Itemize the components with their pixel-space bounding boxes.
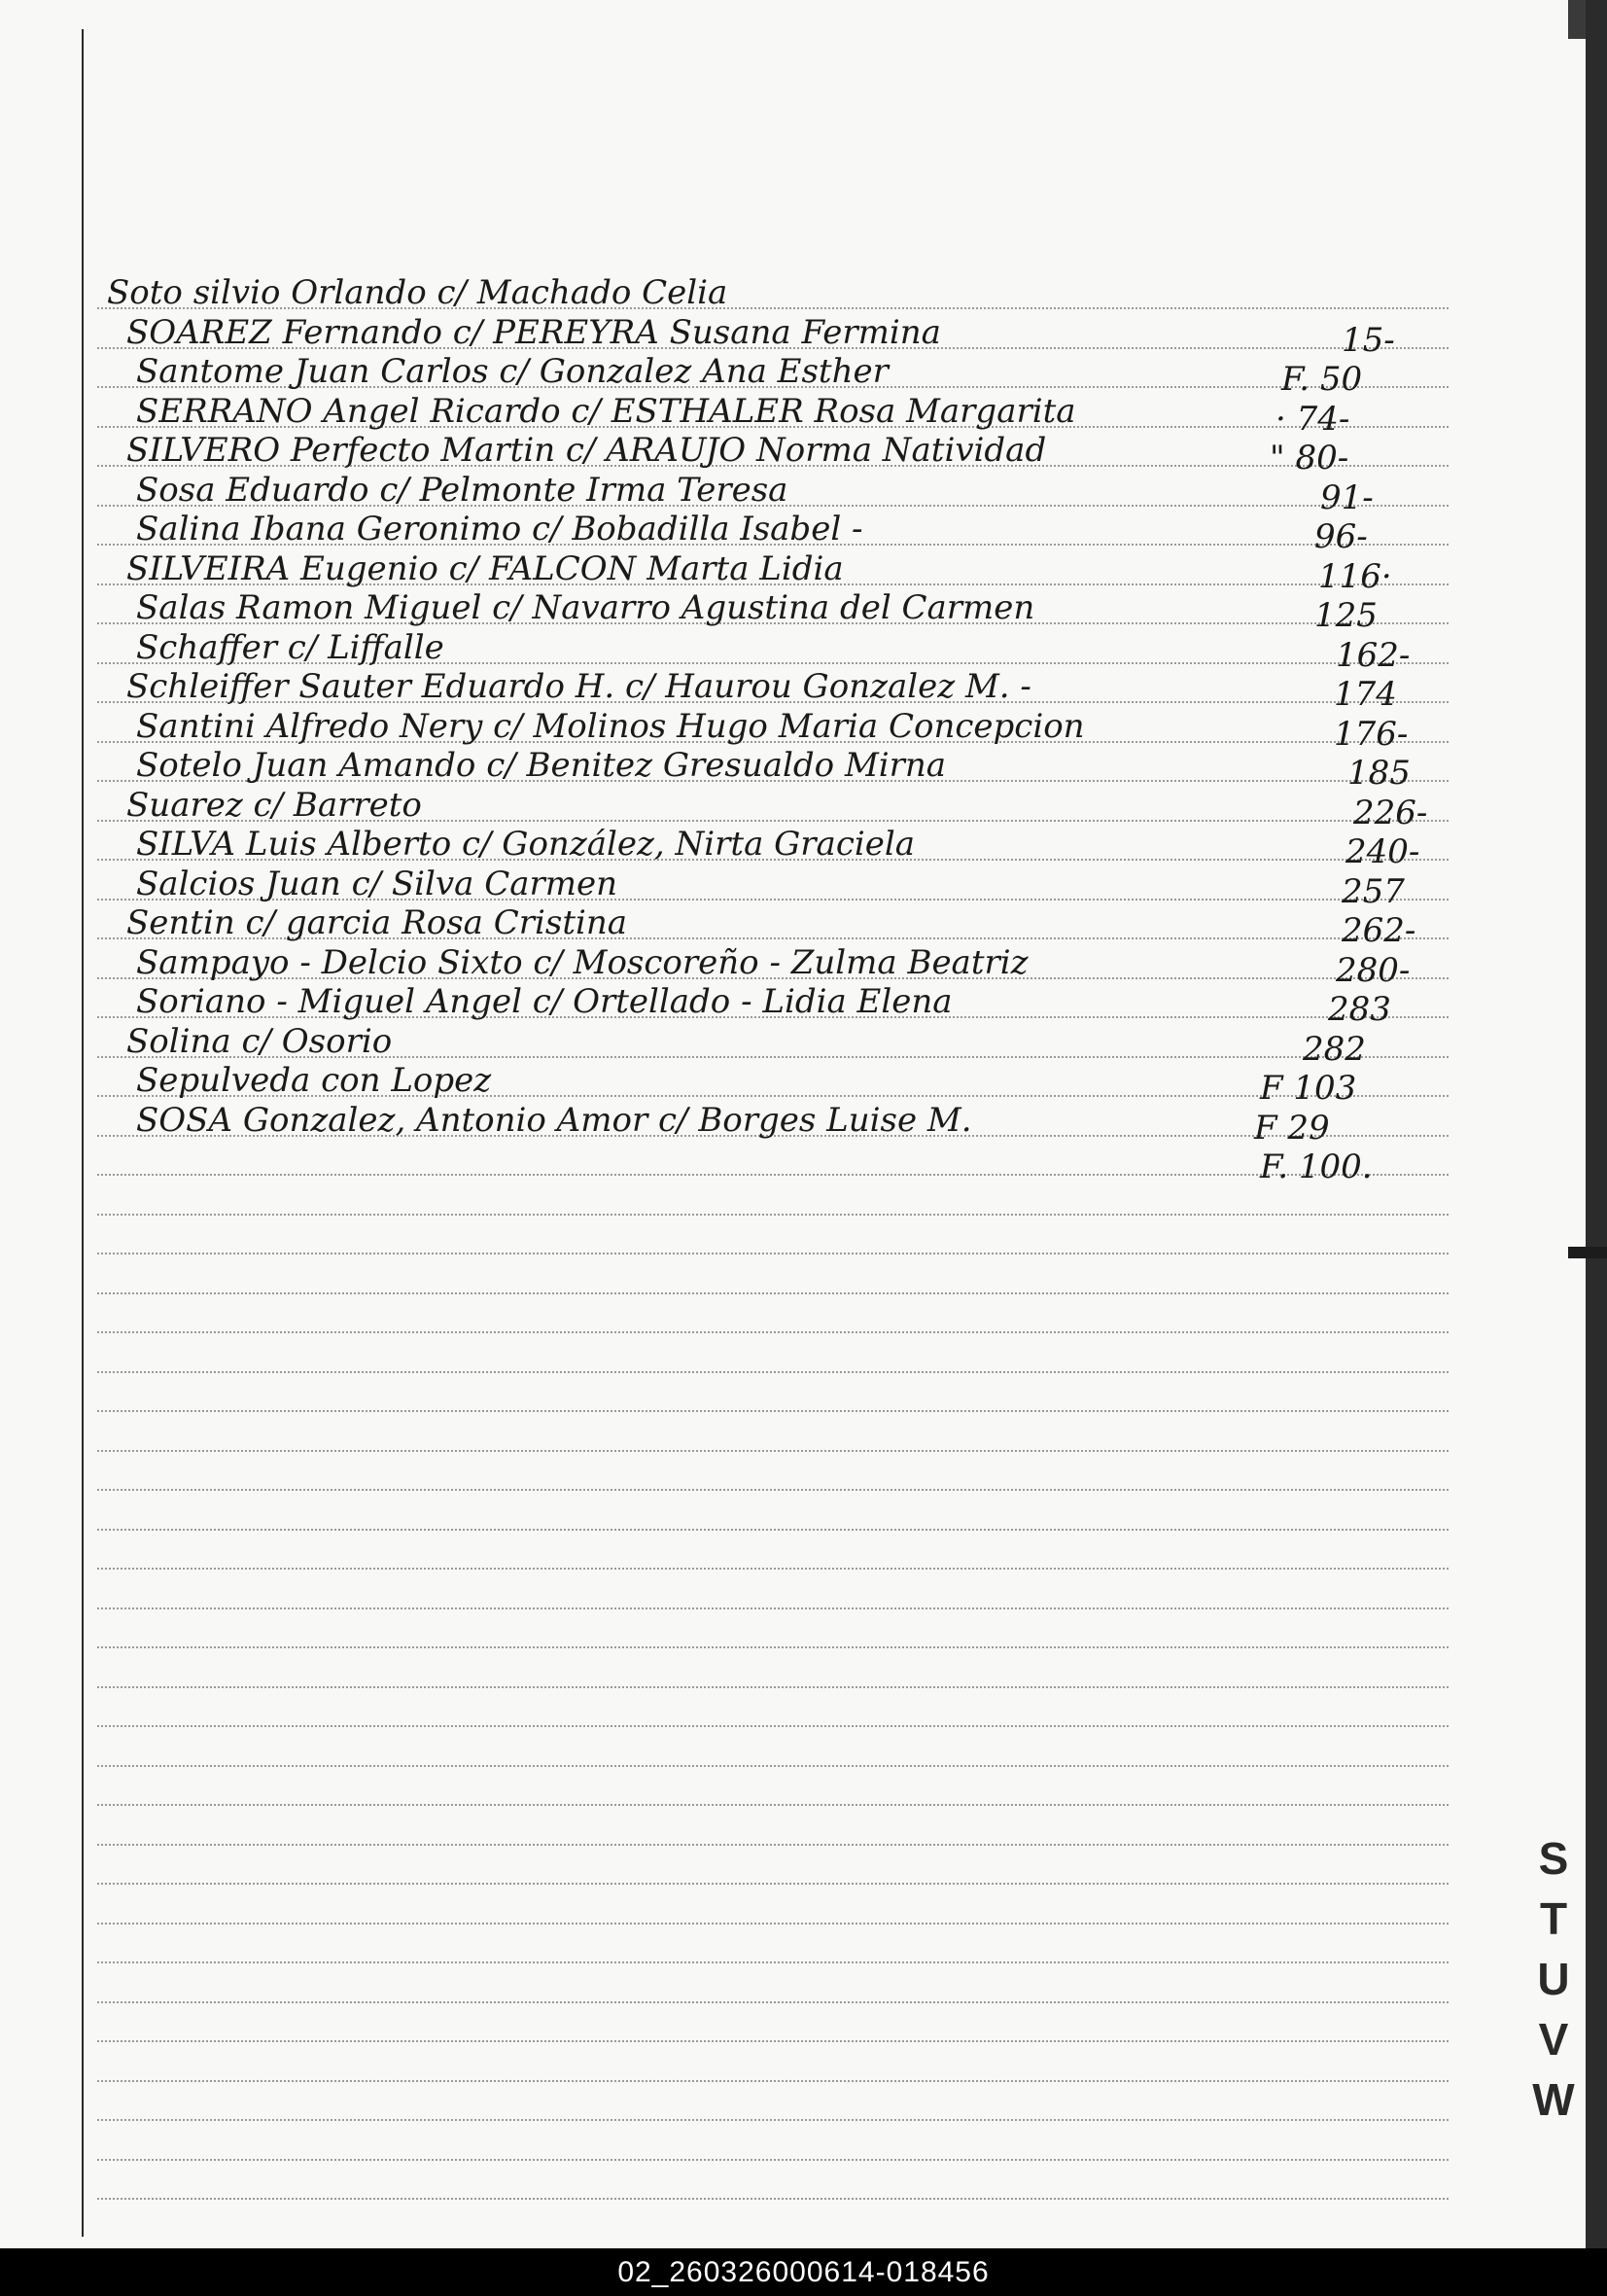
entry-folio: F 103 xyxy=(1260,1069,1357,1108)
entry-folio: 240- xyxy=(1345,832,1420,871)
entry-folio: 116· xyxy=(1318,557,1392,596)
entry-folio: 283 xyxy=(1328,990,1391,1029)
entry-name: SILVERO Perfecto Martin c/ ARAUJO Norma Natividad xyxy=(126,431,1047,470)
ruled-line xyxy=(97,2198,1449,2200)
ruled-line xyxy=(97,1686,1449,1688)
entry-name: SOSA Gonzalez, Antonio Amor c/ Borges Luise M. xyxy=(136,1101,972,1140)
entry-folio: 226- xyxy=(1353,794,1428,832)
ruled-line xyxy=(97,1371,1449,1373)
ruled-line xyxy=(97,1844,1449,1846)
entry-folio: 185 xyxy=(1347,754,1411,793)
entry-folio: F. 100. xyxy=(1260,1148,1373,1186)
index-tab-u[interactable]: U xyxy=(1537,1954,1570,2004)
entry-folio: 282 xyxy=(1303,1030,1366,1069)
ruled-line xyxy=(97,1804,1449,1806)
ruled-line xyxy=(97,1961,1449,1963)
ruled-line xyxy=(97,2119,1449,2121)
index-tab-v[interactable]: V xyxy=(1538,2014,1569,2065)
entry-folio: 96- xyxy=(1314,517,1368,556)
entry-folio: F. 50 xyxy=(1281,360,1363,399)
entry-folio: 280- xyxy=(1336,951,1411,990)
entry-name: Sampayo - Delcio Sixto c/ Moscoreño - Zulma Beatriz xyxy=(136,943,1029,982)
index-tab-t[interactable]: T xyxy=(1539,1893,1568,1944)
entry-name: Soriano - Miguel Angel c/ Ortellado - Lidia Elena xyxy=(136,982,953,1021)
entry-folio: 257 xyxy=(1342,872,1405,911)
entry-folio: 125 xyxy=(1314,596,1378,635)
entry-name: Solina c/ Osorio xyxy=(126,1022,393,1061)
ruled-line xyxy=(97,2159,1449,2161)
entry-name: Sotelo Juan Amando c/ Benitez Gresualdo Mirna xyxy=(136,746,947,785)
entry-name: Schleiffer Sauter Eduardo H. c/ Haurou Gonzalez M. - xyxy=(126,667,1031,706)
ruled-line xyxy=(97,1646,1449,1648)
entry-name: SILVEIRA Eugenio c/ FALCON Marta Lidia xyxy=(126,549,844,588)
entry-name xyxy=(126,1135,1390,1183)
ruled-line xyxy=(97,1923,1449,1925)
ruled-line xyxy=(97,1410,1449,1412)
entry-name: Sosa Eduardo c/ Pelmonte Irma Teresa xyxy=(136,471,788,510)
entry-folio: 162- xyxy=(1336,636,1411,675)
ruled-line xyxy=(97,1450,1449,1452)
ruled-line xyxy=(97,1214,1449,1216)
index-tab-w[interactable]: W xyxy=(1532,2074,1575,2125)
entry-folio: 91- xyxy=(1320,478,1374,517)
ruled-line xyxy=(97,1529,1449,1531)
entry-name: Suarez c/ Barreto xyxy=(126,786,422,825)
entry-name: Soto silvio Orlando c/ Machado Celia xyxy=(107,273,728,312)
entry-name: Santini Alfredo Nery c/ Molinos Hugo Maria Concepcion xyxy=(136,707,1085,746)
entry-name: Salas Ramon Miguel c/ Navarro Agustina del Carmen xyxy=(136,588,1035,627)
entry-folio: 262- xyxy=(1342,911,1416,950)
index-tab-s[interactable]: S xyxy=(1538,1833,1569,1884)
page-edge-shadow xyxy=(1586,0,1607,2248)
entry-name: SILVA Luis Alberto c/ González, Nirta Graciela xyxy=(136,825,916,864)
entry-name: SOAREZ Fernando c/ PEREYRA Susana Fermina xyxy=(126,313,941,352)
ruled-line xyxy=(97,1292,1449,1294)
entry-name: Salcios Juan c/ Silva Carmen xyxy=(136,865,618,903)
ruled-line xyxy=(97,1331,1449,1333)
entry-folio: · 74- xyxy=(1275,400,1350,439)
entry-folio: F 29 xyxy=(1254,1109,1330,1148)
entry-name: Schaffer c/ Liffalle xyxy=(136,628,444,667)
entry-folio: 15- xyxy=(1342,321,1395,360)
page-edge-shadow-top xyxy=(1568,0,1586,39)
entry-folio: 174 xyxy=(1334,675,1397,714)
ruled-line xyxy=(97,1568,1449,1570)
ruled-line xyxy=(97,1607,1449,1609)
entry-name: Sepulveda con Lopez xyxy=(136,1061,492,1100)
entry-name: SERRANO Angel Ricardo c/ ESTHALER Rosa Margarita xyxy=(136,392,1076,431)
ruled-line xyxy=(97,1253,1449,1254)
ruled-line xyxy=(97,1883,1449,1885)
entry-name: Santome Juan Carlos c/ Gonzalez Ana Esther xyxy=(136,352,889,391)
entry-name: Sentin c/ garcia Rosa Cristina xyxy=(126,903,628,942)
ruled-line xyxy=(97,2080,1449,2082)
entry-name: Salina Ibana Geronimo c/ Bobadilla Isabel - xyxy=(136,510,863,548)
ruled-line xyxy=(97,1725,1449,1727)
alphabet-index-tabs xyxy=(1520,1828,1588,2130)
margin-line xyxy=(82,29,84,2237)
ruled-line xyxy=(97,2040,1449,2042)
page-edge-tick xyxy=(1568,1247,1607,1258)
ruled-line xyxy=(97,2001,1449,2003)
entry-folio: 176- xyxy=(1334,715,1409,754)
ruled-line xyxy=(97,1489,1449,1491)
entry-folio: " 80- xyxy=(1270,439,1349,477)
ruled-line xyxy=(97,1765,1449,1767)
scan-id-label: 02_260326000614-018456 xyxy=(617,2256,990,2288)
